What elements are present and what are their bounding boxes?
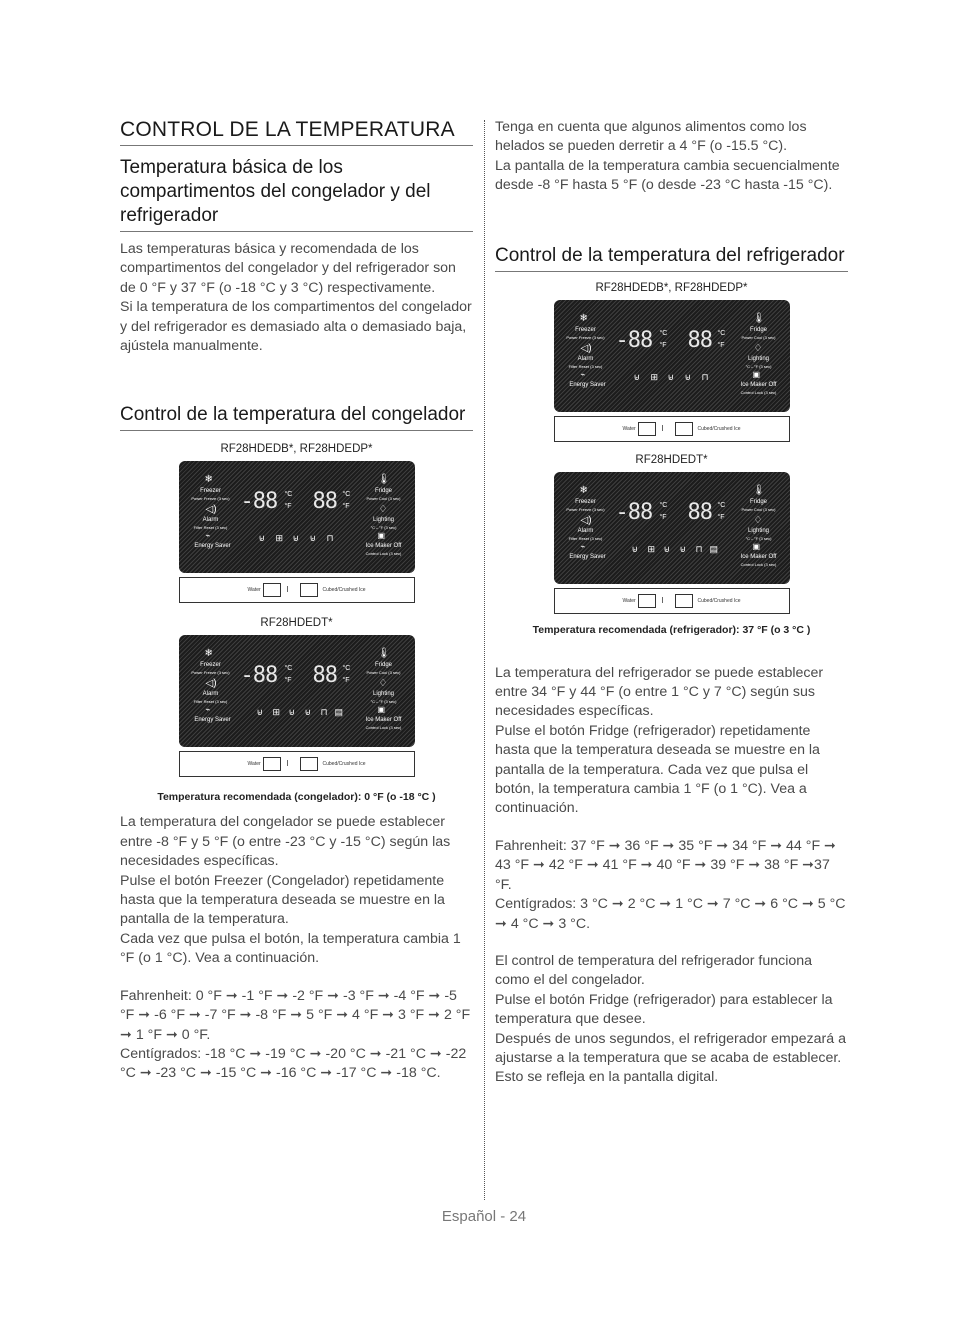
filter-icon: ⊞ [275,533,284,544]
cubed-icon: ⊌ [292,533,300,544]
fridge-text-5: Después de unos segundos, el refrigerador empezará a ajustarse a la temperatura que se acaba de establecer. [495,1030,846,1066]
alarm-label: Alarm [577,355,594,362]
fridge-fahrenheit-sequence: Fahrenheit: 37 °F ➞ 36 °F ➞ 35 °F ➞ 34 °F ➞ 44 °F ➞ 43 °F ➞ 42 °F ➞ 41 °F ➞ 40 °F ➞ 39 °F ➞ 38 °F ➞37 °F. [495,837,836,893]
basic-temperature-heading: Temperatura básica de los compartimentos del congelador y del refrigerador [120,156,473,232]
freezer-label: Freezer [575,326,596,333]
fridge-celsius-sequence: Centígrados: 3 °C ➞ 2 °C ➞ 1 °C ➞ 7 °C ➞ 6 °C ➞ 5 °C ➞ 4 °C ➞ 3 °C. [495,896,846,932]
freezer-display: -88 [240,489,278,515]
energy-saver-label: Energy Saver [569,553,606,560]
lock-icon: ⊓ [326,533,334,544]
lighting-icon: ♢ [753,514,763,526]
freezer-unit-c: °C [659,329,668,337]
water-icon: ⊌ [258,533,266,544]
filter-icon: ⊞ [272,707,281,718]
alarm-icon: ◁) [580,514,592,526]
ice-off-icon: ▤ [709,543,719,554]
right-column [495,118,848,1088]
freezer-display: -88 [615,499,653,525]
recommended-freezer-temperature: Temperatura recomendada (congelador): 0 °F (o -18 °C ) [157,791,436,804]
fridge-display: 88 [312,489,337,515]
page-number: Español - 24 [441,1208,527,1225]
freezer-text-3: Cada vez que pulsa el botón, la temperatura cambia 1 °F (o 1 °C). Vea a continuación. [120,930,461,967]
lighting-sub-label: °C↔°F (3 sec) [745,535,772,541]
basic-text-2: Si la temperatura de los compartimentos del congelador y del refrigerador es demasiado alta o demasiado baja, ajústela manualmente. [120,299,472,355]
lighting-sub-label: °C↔°F (3 sec) [745,363,772,369]
freezer-fahrenheit-sequence: Fahrenheit: 0 °F ➞ -1 °F ➞ -2 °F ➞ -3 °F ➞ -4 °F ➞ -5 °F ➞ -6 °F ➞ -7 °F ➞ -8 °F ➞ 5 °F ➞ 4 °F ➞ 3 °F ➞ 2 °F ➞ 1 °F ➞ 0 °F. [120,987,471,1043]
fridge-sub-label: Power Cool (3 sec) [741,506,776,512]
lighting-label: Lighting [747,527,770,534]
freezer-unit-c: °C [284,491,293,499]
energy-saver-icon: ⌁ [205,531,211,541]
lock-icon: ⊓ [320,707,328,718]
water-icon: ⊌ [256,707,264,718]
model-label-2: RF28HDEDT* [260,617,333,630]
alarm-sub-label: Filter Reset (3 sec) [193,525,228,531]
filter-icon: ⊞ [647,543,656,554]
freezer-unit-c: °C [284,665,293,673]
lighting-icon: ♢ [378,678,388,690]
freezer-sub-label: Power Freeze (3 sec) [566,334,605,340]
fridge-text-2: Pulse el botón Fridge (refrigerador) repetidamente hasta que la temperatura deseada se muestre en la pantalla de la temperatura. Cada vez que pulsa el botón, la temperatura cambia 1 °F (o 1 °C). Vea a continuación. [495,722,820,817]
column-divider [484,120,485,1200]
fridge-icon: 🌡 [377,474,391,486]
alarm-sub-label: Filter Reset (3 sec) [568,535,603,541]
dispenser-bar [554,416,790,442]
alarm-icon: ◁) [580,342,592,354]
recommended-fridge-temperature: Temperatura recomendada (refrigerador): 37 °F (o 3 °C ) [532,623,811,636]
cubed-icon: ⊌ [663,543,671,554]
energy-saver-label: Energy Saver [194,543,231,550]
fridge-icon: 🌡 [752,312,766,324]
control-panel-figure-2 [554,472,790,614]
ice-button [675,422,693,436]
ice-maker-off-label: Ice Maker Off [365,717,402,724]
cubed-label: Cubed/Crushed Ice [697,597,741,604]
crushed-icon: ⊌ [679,543,687,554]
water-button [263,583,281,597]
fridge-label: Fridge [749,326,767,333]
ice-button [300,757,318,771]
ice-maker-off-label: Ice Maker Off [740,553,777,560]
ice-maker-sub-label: Control Lock (3 sec) [740,389,777,395]
left-column [120,118,473,1084]
model-label-2: RF28HDEDT* [635,453,708,466]
fridge-display: 88 [687,327,712,353]
intro-text-2: La pantalla de la temperatura cambia secuencialmente desde -8 °F hasta 5 °F (o desde -23 °C hasta -15 °C). [495,157,840,194]
fridge-unit-c: °C [717,329,726,337]
fridge-text-3: El control de temperatura del refrigerador funciona como el del congelador. [495,952,813,989]
water-label: Water [622,425,636,432]
water-icon: ⊌ [633,371,641,382]
ice-maker-sub-label: Control Lock (3 sec) [365,725,402,731]
freezer-label: Freezer [200,662,221,669]
lighting-label: Lighting [747,355,770,362]
lock-icon: ⊓ [701,371,709,382]
freezer-display: -88 [240,663,278,689]
fridge-icon: 🌡 [752,484,766,496]
freezer-icon: ❄ [204,648,213,660]
intro-text-1: Tenga en cuenta que algunos alimentos como los helados se pueden derretir a 4 °F (o -15.5 °C). [495,119,807,155]
energy-saver-icon: ⌁ [205,705,211,715]
freezer-icon: ❄ [579,312,588,324]
alarm-label: Alarm [202,517,219,524]
crushed-icon: ⊌ [684,371,692,382]
alarm-icon: ◁) [205,678,217,690]
fridge-display: 88 [687,499,712,525]
fridge-label: Fridge [374,488,392,495]
fridge-icon: 🌡 [377,648,391,660]
basic-text-1: Las temperaturas básica y recomendada de los compartimentos del congelador y del refrigerador son de 0 °F y 37 °F (o -18 °C y 3 °C) respectivamente. [120,241,456,296]
model-label: RF28HDEDB*, RF28HDEDP* [595,281,748,294]
ice-button [300,583,318,597]
freezer-celsius-sequence: Centígrados: -18 °C ➞ -19 °C ➞ -20 °C ➞ -21 °C ➞ -22 °C ➞ -23 °C ➞ -15 °C ➞ -16 °C ➞ -17 °C ➞ -18 °C. [120,1045,467,1082]
control-panel-figure [554,300,790,442]
freezer-display: -88 [615,327,653,353]
water-button [263,757,281,771]
fridge-sub-label: Power Cool (3 sec) [741,334,776,340]
ice-maker-sub-label: Control Lock (3 sec) [365,551,402,557]
ice-maker-icon: ▣ [752,369,761,379]
cubed-label: Cubed/Crushed Ice [322,587,366,594]
freezer-icon: ❄ [579,484,588,496]
freezer-control-heading: Control de la temperatura del congelador [120,403,473,431]
lighting-sub-label: °C↔°F (3 sec) [370,699,397,705]
fridge-unit-f: °F [342,503,350,511]
lighting-sub-label: °C↔°F (3 sec) [370,525,397,531]
freezer-sub-label: Power Freeze (3 sec) [191,496,230,502]
fridge-unit-c: °C [342,491,351,499]
freezer-unit-f: °F [659,513,667,521]
alarm-label: Alarm [577,527,594,534]
lighting-label: Lighting [372,691,395,698]
alarm-icon: ◁) [205,504,217,516]
water-label: Water [247,587,261,594]
freezer-label: Freezer [200,488,221,495]
freezer-sub-label: Power Freeze (3 sec) [566,506,605,512]
ice-maker-off-label: Ice Maker Off [365,543,402,550]
fridge-display: 88 [312,663,337,689]
ice-off-icon: ▤ [334,707,344,718]
water-label: Water [247,761,261,768]
freezer-text-2: Pulse el botón Freezer (Congelador) repetidamente hasta que la temperatura deseada se muestre en la pantalla de la temperatura. [120,872,445,928]
alarm-sub-label: Filter Reset (3 sec) [568,363,603,369]
cubed-icon: ⊌ [667,371,675,382]
freezer-unit-f: °F [284,503,292,511]
freezer-text-1: La temperatura del congelador se puede establecer entre -8 °F y 5 °F (o entre -23 °C y -15 °C) según las necesidades específicas. [120,814,451,870]
crushed-icon: ⊌ [304,707,312,718]
energy-saver-icon: ⌁ [580,369,586,379]
fridge-unit-f: °F [342,677,350,685]
fridge-sub-label: Power Cool (3 sec) [366,670,401,676]
water-label: Water [622,597,636,604]
control-panel-figure [179,461,415,603]
dispenser-bar [179,577,415,603]
filter-icon: ⊞ [650,371,659,382]
water-button [638,594,656,608]
fridge-label: Fridge [374,662,392,669]
ice-maker-icon: ▣ [377,705,386,715]
separator: I [286,759,289,769]
freezer-sub-label: Power Freeze (3 sec) [191,670,230,676]
control-panel-figure-2 [179,635,415,777]
energy-saver-label: Energy Saver [569,381,606,388]
separator: I [286,585,289,595]
fridge-text-4: Pulse el botón Fridge (refrigerador) para establecer la temperatura que desee. [495,991,833,1028]
freezer-label: Freezer [575,498,596,505]
fridge-text-6: Esto se refleja en la pantalla digital. [495,1069,719,1086]
control-panel [554,300,790,412]
freezer-unit-f: °F [284,677,292,685]
cubed-label: Cubed/Crushed Ice [697,425,741,432]
crushed-icon: ⊌ [309,533,317,544]
ice-maker-off-label: Ice Maker Off [740,381,777,388]
control-panel [179,461,415,573]
separator: I [661,595,664,605]
cubed-label: Cubed/Crushed Ice [322,761,366,768]
lighting-icon: ♢ [378,504,388,516]
model-label: RF28HDEDB*, RF28HDEDP* [220,443,373,456]
freezer-unit-c: °C [659,501,668,509]
fridge-label: Fridge [749,498,767,505]
water-button [638,422,656,436]
energy-saver-icon: ⌁ [580,541,586,551]
ice-maker-icon: ▣ [377,531,386,541]
fridge-unit-c: °C [342,665,351,673]
freezer-unit-f: °F [659,341,667,349]
ice-maker-icon: ▣ [752,541,761,551]
page-title: CONTROL DE LA TEMPERATURA [120,118,473,146]
lock-icon: ⊓ [695,543,703,554]
lighting-icon: ♢ [753,342,763,354]
fridge-unit-c: °C [717,501,726,509]
cubed-icon: ⊌ [288,707,296,718]
separator: I [661,423,664,433]
water-icon: ⊌ [631,543,639,554]
fridge-sub-label: Power Cool (3 sec) [366,496,401,502]
lighting-label: Lighting [372,517,395,524]
fridge-unit-f: °F [717,513,725,521]
alarm-sub-label: Filter Reset (3 sec) [193,699,228,705]
fridge-unit-f: °F [717,341,725,349]
fridge-control-heading: Control de la temperatura del refrigerador [495,244,848,272]
freezer-icon: ❄ [204,474,213,486]
ice-button [675,594,693,608]
control-panel [554,472,790,584]
ice-maker-sub-label: Control Lock (3 sec) [740,561,777,567]
dispenser-bar [179,751,415,777]
alarm-label: Alarm [202,691,219,698]
dispenser-bar [554,588,790,614]
energy-saver-label: Energy Saver [194,717,231,724]
control-panel [179,635,415,747]
fridge-text-1: La temperatura del refrigerador se puede establecer entre 34 °F y 44 °F (o entre 1 °C y 7 °C) según sus necesidades específicas. [495,664,824,720]
